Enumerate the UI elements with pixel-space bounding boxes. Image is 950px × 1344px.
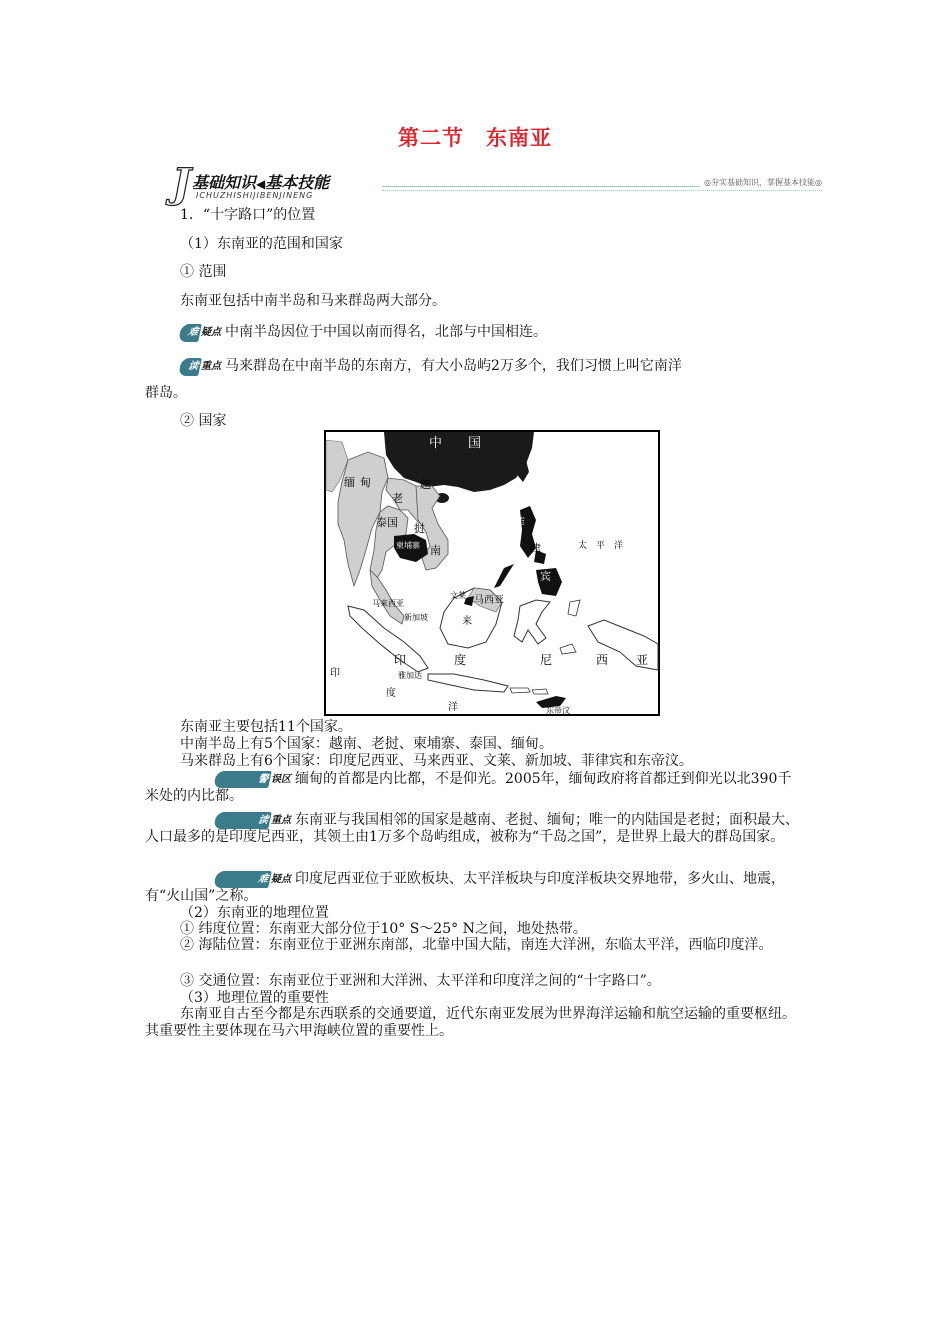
map-label-philippines-1: 菲	[514, 516, 525, 529]
map-label-brunei: 文莱	[450, 591, 466, 600]
map-label-vietnam-2: 南	[430, 544, 441, 557]
note-5: 难 疑点 印度尼西亚位于亚欧板块、太平洋板块与印度洋板块交界地带，多火山、地震，有“火山国”之称。	[145, 871, 785, 904]
map-label-cambodia: 柬埔寨	[396, 541, 420, 550]
scope-label: ① 范围	[180, 264, 227, 280]
tag-key-point-2: 读 重点	[180, 812, 291, 829]
heading-1: 1．“十字路口”的位置	[180, 207, 316, 223]
map-label-malaysia-east-1: 马	[474, 595, 484, 606]
banner-pinyin: ICHUZHISHIJIBENJINENG	[196, 191, 314, 200]
map-label-malaysia-west: 马来西亚	[372, 599, 404, 608]
tag-difficult: 难 疑点	[180, 324, 221, 342]
map-label-malaysia-east-2: 来	[462, 616, 472, 627]
map-label-myanmar-1: 缅	[344, 476, 355, 489]
countries-count: 东南亚主要包括11个国家。	[180, 719, 352, 735]
countries-peninsula: 中南半岛上有5个国家：越南、老挝、柬埔寨、泰国、缅甸。	[180, 736, 553, 752]
importance-text: 东南亚自古至今都是东西联系的交通要道，近代东南亚发展为世界海洋运输和航空运输的重要枢纽。其重要性主要体现在马六甲海峡位置的重要性上。	[145, 1006, 796, 1039]
map-label-china: 中 国	[429, 436, 482, 451]
heading-1-2: （2）东南亚的地理位置	[180, 905, 329, 921]
traffic-position: ③ 交通位置：东南亚位于亚洲和大洋洲、太平洋和印度洋之间的“十字路口”。	[180, 973, 661, 989]
map-label-thailand: 泰国	[376, 516, 398, 529]
countries-archipelago: 马来群岛上有6个国家：印度尼西亚、马来西亚、文莱、新加坡、菲律宾和东帝汶。	[180, 753, 693, 769]
land-sea-position: ② 海陆位置：东南亚位于亚洲东南部，北靠中国大陆，南连大洋洲，东临太平洋，西临印度洋。	[180, 937, 773, 953]
map-label-philippines-3: 宾	[540, 570, 551, 583]
map-label-malaysia-east-4: 亚	[494, 595, 504, 606]
countries-label: ② 国家	[180, 413, 227, 429]
note-3: 警 误区 缅甸的首都是内比都，不是仰光。2005年，缅甸政府将首都迁到仰光以北390千米处的内比都。	[145, 771, 792, 804]
banner-rule-dotted	[382, 190, 822, 191]
banner-heading: 基础知识◀基本技能	[192, 173, 330, 192]
map-label-indonesia-5: 亚	[636, 653, 649, 667]
map-label-indian-ocean-1: 印	[330, 668, 340, 679]
map-label-indonesia-4: 西	[596, 653, 609, 667]
scope-text: 东南亚包括中南半岛和马来群岛两大部分。	[180, 293, 446, 309]
map-label-indian-ocean-3: 洋	[448, 702, 458, 713]
note-4: 读 重点 东南亚与我国相邻的国家是越南、老挝、缅甸；唯一的内陆国是老挝；面积最大、人口最多的是印度尼西亚，其领土由1万多个岛屿组成，被称为“千岛之国”，是世界上最大的群岛国家。	[145, 812, 799, 845]
map-label-philippines-2: 律	[530, 542, 541, 555]
banner-tagline: ◎夯实基础知识，掌握基本技能◎	[700, 177, 822, 188]
map-label-vietnam-1: 越	[420, 478, 431, 491]
page-title: 第二节 东南亚	[398, 125, 552, 150]
heading-1-3: （3）地理位置的重要性	[180, 990, 329, 1006]
southeast-asia-map	[324, 430, 660, 716]
map-label-indonesia-2: 度	[454, 653, 467, 667]
map-label-indonesia-3: 尼	[540, 653, 553, 667]
banner-heading-left: 基础知识	[192, 173, 257, 192]
map-label-indian-ocean-2: 度	[386, 688, 396, 699]
banner-heading-right: 基本技能	[265, 173, 330, 192]
tag-misconception: 警 误区	[180, 771, 291, 788]
note-2: 读 重点 马来群岛在中南半岛的东南方，有大小岛屿2万多个，我们习惯上叫它南洋	[180, 357, 682, 376]
map-label-laos: 老	[392, 492, 403, 505]
note-2-cont: 群岛。	[145, 385, 187, 401]
map-label-jakarta: 雅加达	[398, 671, 422, 680]
heading-1-1: （1）东南亚的范围和国家	[180, 236, 343, 252]
map-label-malaysia-east-3: 西	[484, 595, 494, 606]
map-label-indonesia-1: 印	[394, 653, 407, 667]
map-label-pacific: 太 平 洋	[578, 541, 624, 551]
tag-key-point: 读 重点	[180, 358, 221, 376]
map-label-singapore: 新加坡	[404, 613, 428, 622]
map-label-myanmar-2: 甸	[360, 476, 371, 489]
note-1: 难 疑点 中南半岛因位于中国以南而得名，北部与中国相连。	[180, 323, 547, 342]
map-label-east-timor: 东帝汶	[546, 706, 570, 715]
latitude-position: ① 纬度位置：东南亚大部分位于10° S～25° N之间，地处热带。	[180, 921, 587, 937]
tag-difficult-2: 难 疑点	[180, 871, 291, 888]
map-label-laos-2: 挝	[414, 522, 425, 535]
banner-initial: J	[172, 160, 191, 207]
